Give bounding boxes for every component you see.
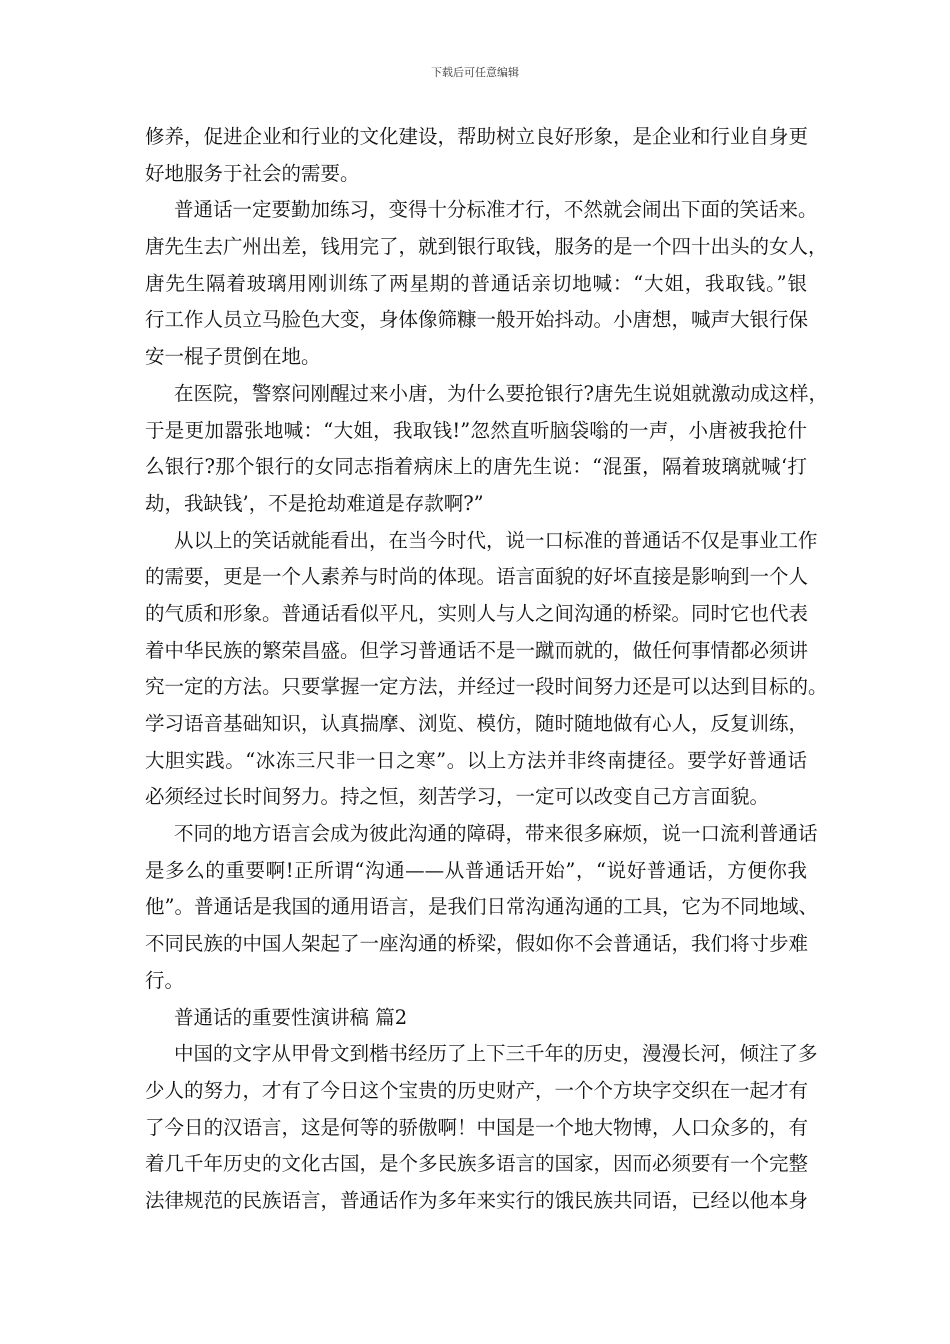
- paragraph: [145, 1039, 818, 1222]
- paragraph: [145, 526, 828, 820]
- text-line: 着中华民族的繁荣昌盛。但学习普通话不是一蹴而就的，做任何事情都必须讲: [145, 638, 809, 662]
- paragraph: [145, 195, 828, 378]
- text-line: 的需要，更是一个人素养与时尚的体现。语言面貌的好坏直接是影响到一个人: [145, 565, 809, 589]
- text-line: 普通话的重要性演讲稿 篇2: [174, 1005, 408, 1029]
- paragraph: [145, 819, 818, 1002]
- text-line: 从以上的笑话就能看出，在当今时代，说一口标准的普通话不仅是事业工作: [174, 528, 818, 552]
- page-header-note: 下载后可任意编辑: [431, 66, 519, 79]
- text-line: 好地服务于社会的需要。: [145, 161, 360, 185]
- document-body: [145, 122, 828, 1223]
- text-line: 普通话一定要勤加练习，变得十分标准才行，不然就会闹出下面的笑话来。: [174, 198, 818, 222]
- text-line: 少人的努力，才有了今日这个宝贵的历史财产，一个个方块字交织在一起才有: [145, 1078, 809, 1102]
- text-line: 必须经过长时间努力。持之恒，刻苦学习，一定可以改变自己方言面貌。: [145, 785, 770, 809]
- text-line: 行。: [145, 968, 185, 992]
- paragraph: [145, 1003, 807, 1040]
- text-line: 修养，促进企业和行业的文化建设，帮助树立良好形象，是企业和行业自身更: [145, 125, 809, 148]
- text-line: 了今日的汉语言，这是何等的骄傲啊！中国是一个地大物博，人口众多的，有: [145, 1115, 809, 1139]
- text-line: 不同的地方语言会成为彼此沟通的障碍，带来很多麻烦，说一口流利普通话: [174, 822, 818, 846]
- text-line: 是多么的重要啊!正所谓“沟通——从普通话开始”，“说好普通话，方便你我: [145, 858, 807, 882]
- text-line: 唐先生去广州出差，钱用完了，就到银行取钱，服务的是一个四十出头的女人，: [145, 235, 828, 259]
- text-line: 不同民族的中国人架起了一座沟通的桥梁，假如你不会普通话，我们将寸步难: [145, 932, 809, 956]
- text-line: 么银行?那个银行的女同志指着病床上的唐先生说：“混蛋，隔着玻璃就喊‘打: [145, 455, 807, 479]
- text-line: 劫，我缺钱’，不是抢劫难道是存款啊?”: [145, 491, 484, 515]
- text-line: 安一棍子贯倒在地。: [145, 345, 321, 369]
- text-line: 的气质和形象。普通话看似平凡，实则人与人之间沟通的桥梁。同时它也代表: [145, 601, 809, 625]
- text-line: 中国的文字从甲骨文到楷书经历了上下三千年的历史，漫漫长河，倾注了多: [174, 1042, 818, 1066]
- text-line: 究一定的方法。只要掌握一定方法，并经过一段时间努力还是可以达到目标的。: [145, 675, 828, 699]
- paragraph: [145, 122, 807, 195]
- paragraph: [145, 379, 828, 526]
- text-line: 唐先生隔着玻璃用刚训练了两星期的普通话亲切地喊：“大姐，我取钱。”银: [145, 271, 807, 295]
- text-line: 行工作人员立马脸色大变，身体像筛糠一般开始抖动。小唐想，喊声大银行保: [145, 308, 809, 332]
- text-line: 于是更加嚣张地喊：“大姐，我取钱!”忽然直听脑袋嗡的一声，小唐被我抢什: [145, 418, 807, 442]
- text-line: 着几千年历史的文化古国，是个多民族多语言的国家，因而必须要有一个完整: [145, 1152, 809, 1176]
- text-line: 大胆实践。“冰冻三尺非一日之寒”。以上方法并非终南捷径。要学好普通话: [145, 748, 807, 772]
- text-line: 他”。普通话是我国的通用语言，是我们日常沟通沟通的工具，它为不同地域、: [145, 895, 818, 919]
- text-line: 在医院，警察问刚醒过来小唐，为什么要抢银行?唐先生说姐就激动成这样，: [174, 381, 828, 405]
- text-line: 学习语音基础知识，认真揣摩、浏览、模仿，随时随地做有心人，反复训练，: [145, 712, 809, 735]
- text-line: 法律规范的民族语言，普通话作为多年来实行的饿民族共同语，已经以他本身: [145, 1188, 809, 1212]
